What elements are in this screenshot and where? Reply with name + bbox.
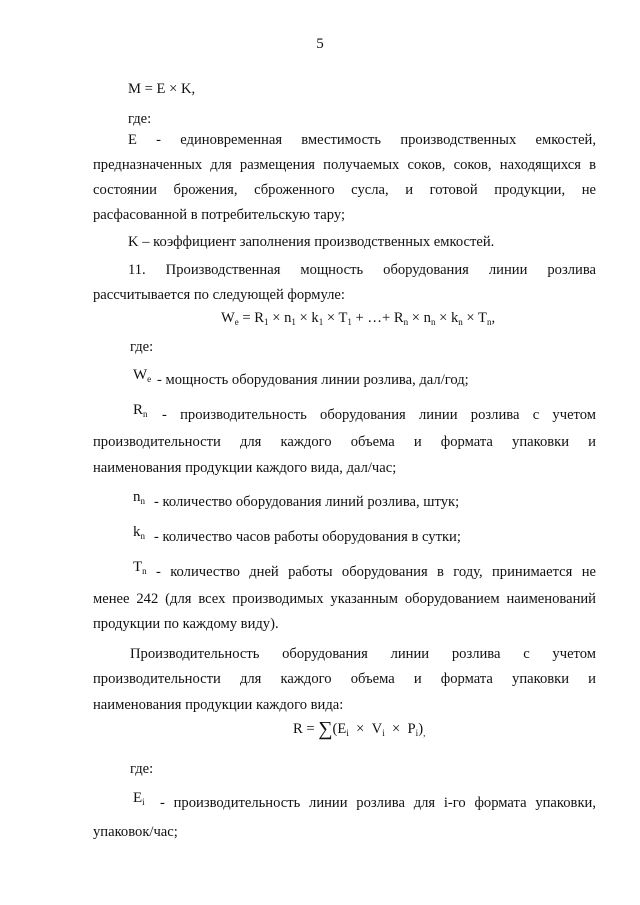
e-definition-line-3: состоянии брожения, сброженного сусла, и готовой продукции, не [93, 182, 596, 198]
paragraph-11-line-1: 11. Производственная мощность оборудования линии розлива [128, 262, 596, 278]
e-definition-line-1: E - единовременная вместимость производственных емкостей, [128, 132, 596, 148]
rn-symbol: $R_n$ [133, 402, 148, 419]
nn-symbol: $n_n$ [133, 489, 145, 506]
tn-description-line-2: менее 242 (для всех производимых указанным оборудованием наименований [93, 591, 596, 607]
e-definition-line-2: предназначенных для размещения получаемых соков, соков, находящихся в [93, 157, 596, 173]
nn-description: - количество оборудования линий розлива, штук; [154, 494, 460, 510]
e-definition-line-4: расфасованной в потребительскую тару; [93, 207, 346, 223]
where-label-2: где: [130, 339, 154, 355]
where-label-3: где: [130, 761, 154, 777]
ei-symbol: $E_i$ [133, 790, 145, 807]
we-description: - мощность оборудования линии розлива, дал/год; [157, 372, 469, 388]
rn-description-line-1: - производительность оборудования линии розлива с учетом [162, 407, 596, 423]
paragraph-11-line-2: рассчитывается по следующей формуле: [93, 287, 345, 303]
kn-description: - количество часов работы оборудования в сутки; [154, 529, 461, 545]
rn-description-line-3: наименования продукции каждого вида, дал/час; [93, 460, 397, 476]
formula-m: M = E × K, [128, 81, 196, 97]
ei-description-line-2: упаковок/час; [93, 824, 178, 840]
formula-r: $R = \sum(E_i \times V_i \times P_i)_,$ [293, 718, 426, 740]
ei-description-line-1: - производительность линии розлива для i-го формата упаковки, [160, 795, 596, 811]
page-number: 5 [316, 36, 324, 52]
kn-symbol: $k_n$ [133, 524, 145, 541]
tn-description-line-1: - количество дней работы оборудования в году, принимается не [156, 564, 596, 580]
where-label-1: где: [128, 111, 152, 127]
productivity-line-3: наименования продукции каждого вида: [93, 697, 344, 713]
productivity-line-2: производительности для каждого объема и формата упаковки и [93, 671, 596, 687]
rn-description-line-2: производительности для каждого объема и формата упаковки и [93, 434, 596, 450]
productivity-line-1: Производительность оборудования линии розлива с учетом [130, 646, 596, 662]
tn-symbol: $T_n$ [133, 559, 147, 576]
we-symbol: $W_e$ [133, 367, 152, 384]
formula-w: $W_e = R_1 \times n_1 \times k_1 \times T_1$ + …+ $R_n \times n_n \times k_n \times T_n$, [221, 310, 496, 327]
k-definition: K – коэффициент заполнения производственных емкостей. [128, 234, 495, 250]
tn-description-line-3: продукции по каждому виду). [93, 616, 279, 632]
